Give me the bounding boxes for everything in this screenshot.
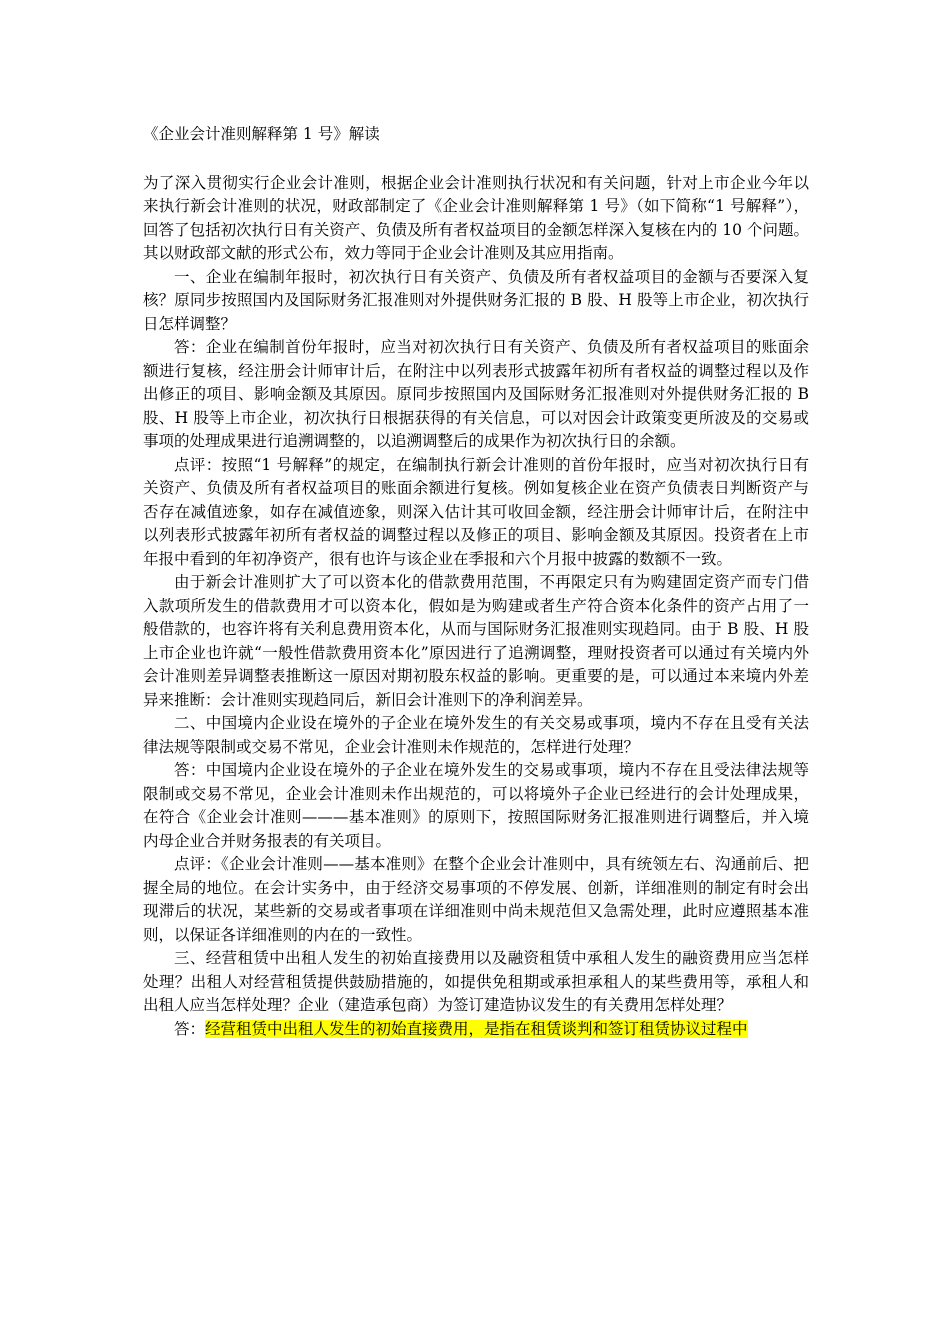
comment-1-paragraph: 点评：按照“1 号解释”的规定，在编制执行新会计准则的首份年报时，应当对初次执行日有关资产、负债及所有者权益项目的账面余额进行复核。例如复核企业在资产负债表日判断资产与否存在减值迹象，如存在减值迹象，则深入估计其可收回金额，经注册会计师审计后，在附注中以列表形式披露年初所有者权益的调整过程以及修正的项目、影响金额及其原因。投资者在上市年报中看到的年初净资产，很有也许与该企业在季报和六个月报中披露的数额不一致。	[143, 455, 809, 568]
comment-2-paragraph: 点评：《企业会计准则——基本准则》在整个企业会计准则中，具有统领左右、沟通前后、把握全局的地位。在会计实务中，由于经济交易事项的不停发展、创新，详细准则的制定有时会出现滞后的状况，某些新的交易或者事项在详细准则中尚未规范但又急需处理，此时应遵照基本准则，以保证各详细准则的内在的一致性。	[143, 855, 809, 944]
highlighted-text: 经营租赁中出租人发生的初始直接费用，是指在租赁谈判和签订租赁协议过程中	[205, 1019, 748, 1038]
answer-1-paragraph: 答：企业在编制首份年报时，应当对初次执行日有关资产、负债及所有者权益项目的账面余额进行复核，经注册会计师审计后，在附注中以列表形式披露年初所有者权益的调整过程以及作出修正的项目、影响金额及其原因。原同步按照国内及国际财务汇报准则对外提供财务汇报的 B 股、H 股等上市企业，初次执行日根据获得的有关信息，可以对因会计政策变更所波及的交易或事项的处理成果进行追溯调整的，以追溯调整后的成果作为初次执行日的余额。	[143, 338, 809, 450]
intro-paragraph: 为了深入贯彻实行企业会计准则，根据企业会计准则执行状况和有关问题，针对上市企业今年以来执行新会计准则的状况，财政部制定了《企业会计准则解释第 1 号》（如下简称“1 号解释”），回答了包括初次执行日有关资产、负债及所有者权益项目的金额怎样深入复核在内的 10 个问题。其以财政部文献的形式公布，效力等同于企业会计准则及其应用指南。	[143, 173, 809, 262]
question-3-paragraph: 三、经营租赁中出租人发生的初始直接费用以及融资租赁中承租人发生的融资费用应当怎样处理？出租人对经营租赁提供鼓励措施的，如提供免租期或承担承租人的某些费用等，承租人和出租人应当怎样处理？企业（建造承包商）为签订建造协议发生的有关费用怎样处理？	[143, 949, 809, 1014]
question-1-paragraph: 一、企业在编制年报时，初次执行日有关资产、负债及所有者权益项目的金额与否要深入复核？原同步按照国内及国际财务汇报准则对外提供财务汇报的 B 股、H 股等上市企业，初次执行日怎样调整？	[143, 267, 809, 333]
question-2-paragraph: 二、中国境内企业设在境外的子企业在境外发生的有关交易或事项，境内不存在且受有关法律法规等限制或交易不常见，企业会计准则未作规范的，怎样进行处理？	[143, 714, 809, 756]
answer-3-prefix: 答：	[174, 1019, 206, 1038]
answer-2-paragraph: 答：中国境内企业设在境外的子企业在境外发生的交易或事项，境内不存在且受法律法规等限制或交易不常见，企业会计准则未作出规范的，可以将境外子企业已经进行的会计处理成果，在符合《企业会计准则———基本准则》的原则下，按照国际财务汇报准则进行调整后，并入境内母企业合并财务报表的有关项目。	[143, 761, 809, 850]
document-title: 《企业会计准则解释第 1 号》解读	[143, 125, 380, 143]
answer-3-paragraph	[143, 1018, 809, 1042]
document-page	[143, 123, 809, 1041]
comment-1-continued-paragraph: 由于新会计准则扩大了可以资本化的借款费用范围，不再限定只有为购建固定资产而专门借入款项所发生的借款费用才可以资本化，假如是为购建或者生产符合资本化条件的资产占用了一般借款的，也容许将有关利息费用资本化，从而与国际财务汇报准则实现趋同。由于 B 股、H 股上市企业也许就“一般性借款费用资本化”原因进行了追溯调整，理财投资者可以通过有关境内外会计准则差异调整表推断这一原因对期初股东权益的影响。更重要的是，可以通过本来境内外差异来推断：会计准则实现趋同后，新旧会计准则下的净利润差异。	[143, 573, 809, 709]
